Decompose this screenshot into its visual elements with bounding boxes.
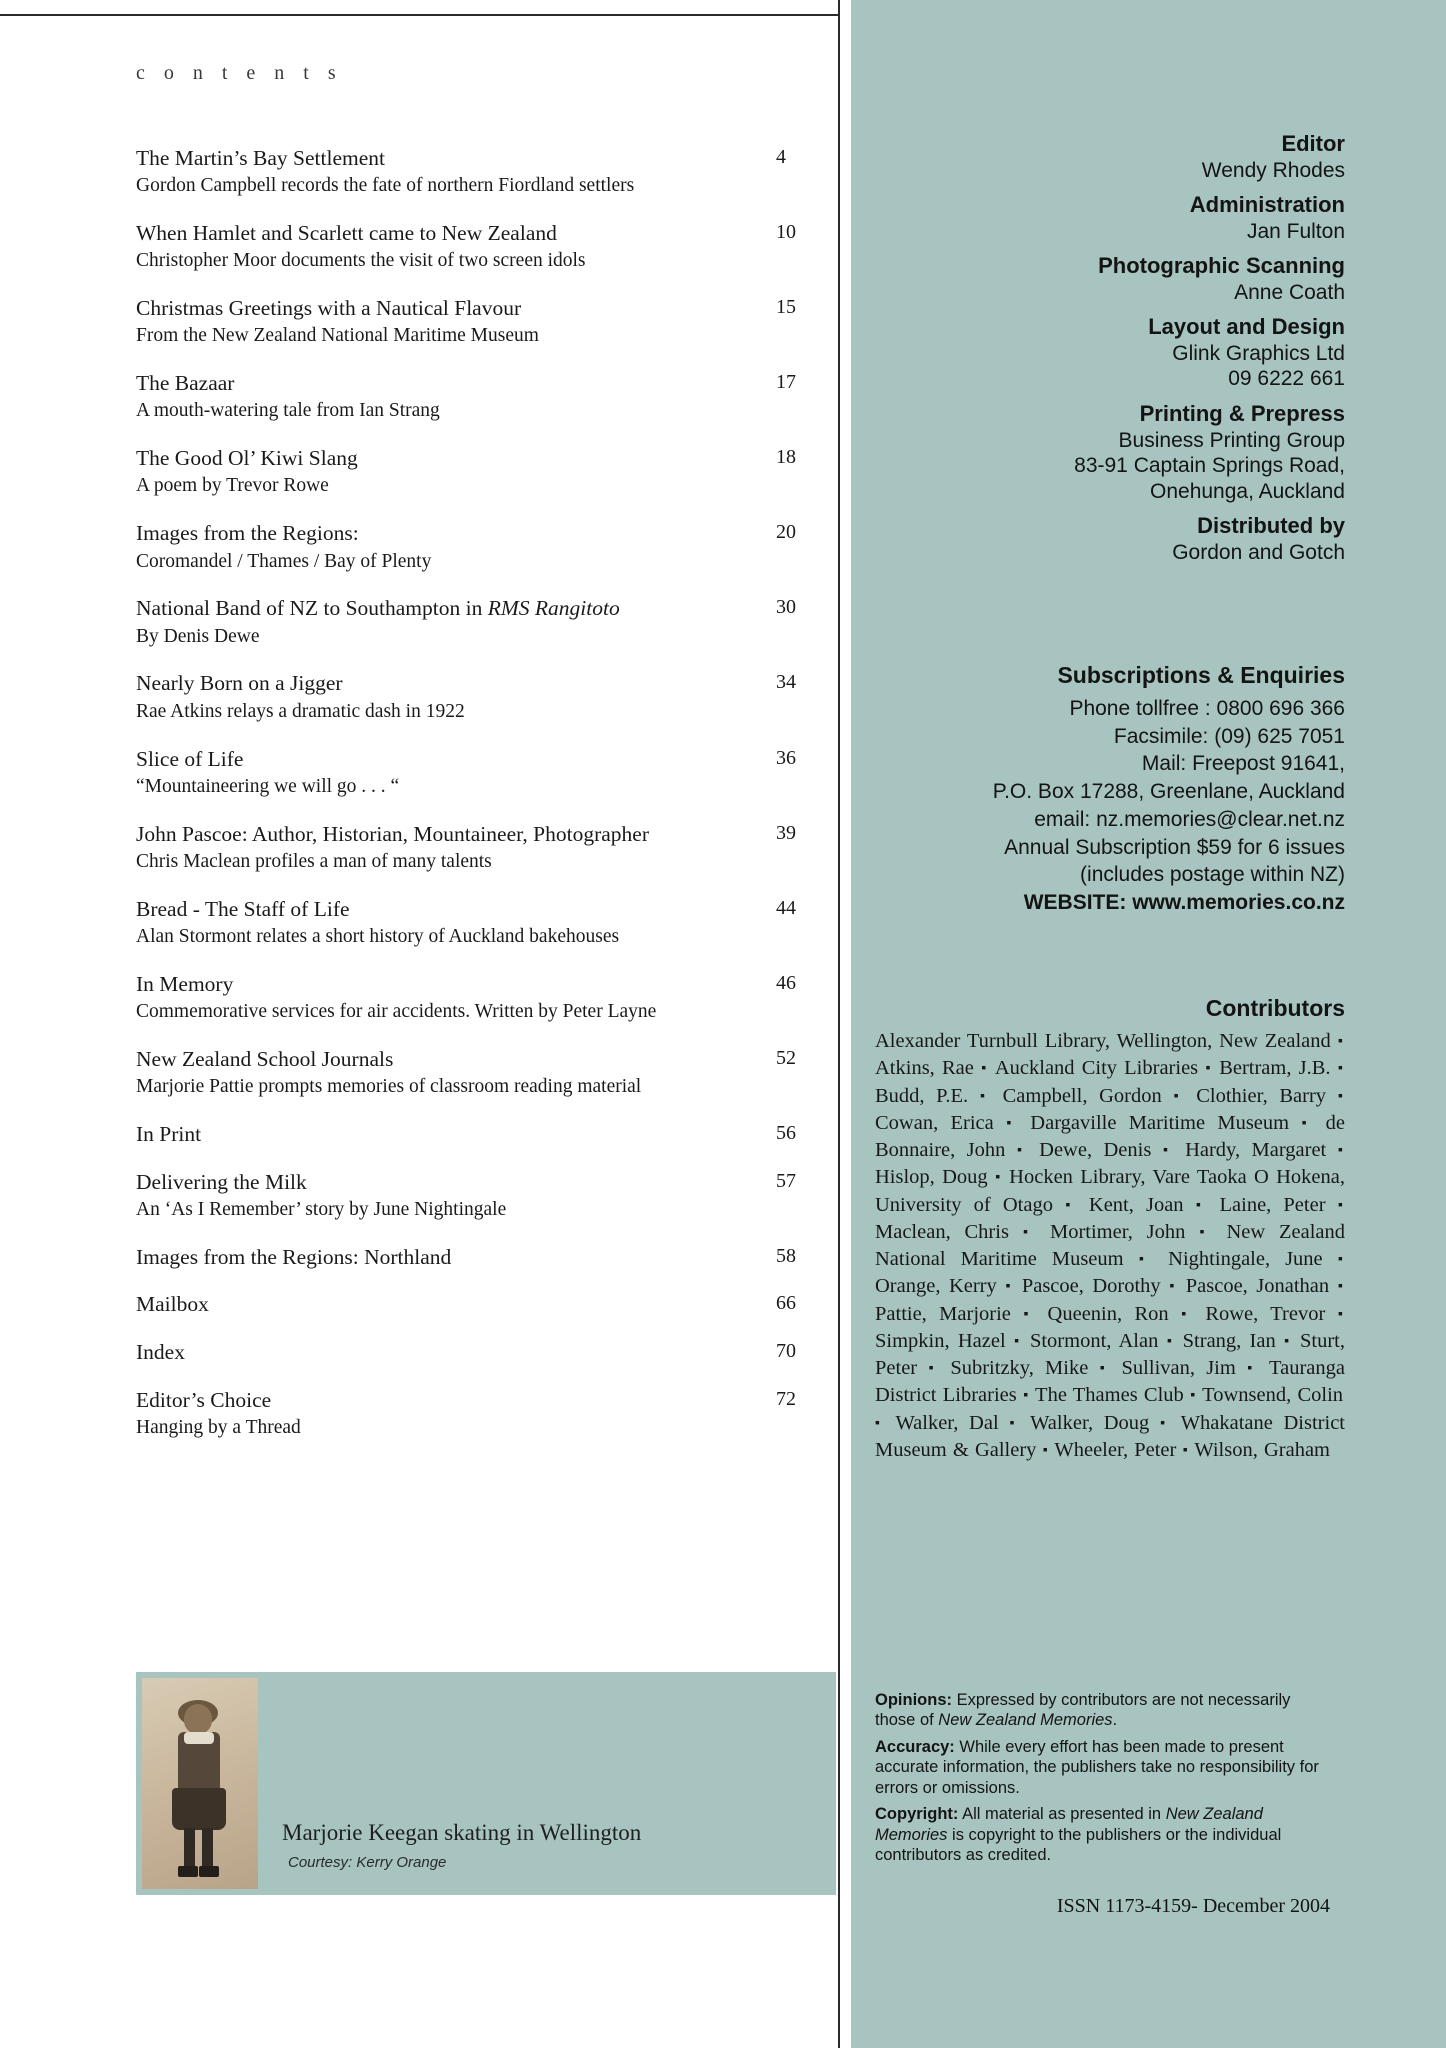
horizontal-divider-rule [0,14,840,16]
toc-entry[interactable] [136,1244,836,1270]
contributor-name: Pattie, Marjorie [875,1302,1011,1325]
toc-entry-title: Christmas Greetings with a Nautical Flavour [136,296,522,321]
contributor-name: Wheeler, Peter [1054,1438,1177,1461]
toc-entry-page-number: 44 [776,896,796,919]
toc-entry-title: The Martin’s Bay Settlement [136,146,385,170]
contributor-name: Wilson, Graham [1194,1438,1330,1461]
toc-entry-subtitle: Hanging by a Thread [136,1416,301,1438]
toc-entry-page-number: 46 [776,971,796,994]
contributor-separator-icon: ▪ [1000,1415,1029,1431]
contributor-name: Hocken Library, Vare Taoka O Hokena, University of Otago [875,1166,1345,1216]
contributor-separator-icon: ▪ [1324,1252,1343,1267]
toc-entry-subtitle: By Denis Dewe [136,625,260,647]
contributor-name: Subritzky, Mike [950,1357,1089,1379]
contributor-name: Nightingale, June [1168,1248,1323,1270]
toc-entry-title: Images from the Regions: Northland [136,1244,452,1269]
notice-copyright [875,1804,1330,1865]
contributor-name: Townsend, Colin [1202,1384,1344,1407]
contributor-separator-icon: ▪ [1277,1333,1298,1349]
contributor-separator-icon: ▪ [1163,1088,1195,1104]
subscription-line: Mail: Freepost 91641, [1141,752,1345,776]
toc-entry-page-number: 70 [776,1340,796,1363]
toc-entry-title: Index [136,1340,185,1365]
notices-block [875,1690,1330,1872]
toc-entry[interactable] [136,1291,836,1317]
figure-right-skate [199,1866,219,1877]
contributor-separator-icon: ▪ [1328,1088,1344,1104]
subscriptions-lines [875,695,1345,889]
toc-entry-subtitle: Alan Stormont relates a short history of Auckland bakehouses [136,925,620,947]
contributor-name: Tauranga District Libraries [875,1357,1345,1407]
notice-opinions-text-1: Expressed by contributors are not necessarily those of [875,1691,1291,1730]
contributor-name: Kent, Joan [1088,1193,1184,1216]
subscription-line: Facsimile: (09) 625 7051 [1113,724,1345,748]
credit-value-line: Wendy Rhodes [1201,158,1345,182]
toc-entry[interactable] [136,1339,836,1365]
toc-entry-page-number: 72 [776,1387,796,1410]
toc-entry-page-number: 36 [776,746,796,769]
subscriptions-heading: Subscriptions & Enquiries [1057,662,1345,688]
toc-entry-title: Editor’s Choice [136,1387,272,1412]
photo-figure [168,1704,230,1879]
toc-entry-title: The Bazaar [136,371,235,396]
toc-entry-page-number: 10 [776,221,796,244]
toc-entry-subtitle: Rae Atkins relays a dramatic dash in 1922 [136,700,465,722]
toc-entry-subtitle: Marjorie Pattie prompts memories of classroom reading material [136,1075,642,1097]
subscription-line: Phone tollfree : 0800 696 366 [1069,697,1345,720]
contributor-name: Atkins, Rae [875,1057,974,1080]
contributor-separator-icon: ▪ [1125,1252,1167,1267]
toc-entry-title: John Pascoe: Author, Historian, Mountaineer, Photographer [136,821,649,846]
contributor-name: Sturt, Peter [875,1329,1345,1379]
notice-opinions-label: Opinions: [875,1691,952,1709]
toc-entry-title: Images from the Regions: [136,521,359,546]
figure-collar [184,1732,214,1744]
credit-role-label: Photographic Scanning [1098,253,1345,279]
contributor-separator-icon: ▪ [1018,1388,1034,1404]
credit-role-label: Printing & Prepress [1139,401,1345,427]
toc-entry[interactable] [136,220,836,274]
contributor-name: Walker, Dal [895,1411,999,1434]
contributor-separator-icon: ▪ [975,1061,993,1077]
figure-left-leg [184,1828,195,1868]
toc-entry-subtitle: Chris Maclean profiles a man of many talents [136,850,492,872]
toc-entry-subtitle: “Mountaineering we will go . . . “ [136,775,400,797]
toc-entry-subtitle: Coromandel / Thames / Bay of Plenty [136,550,432,572]
credit-entry [875,252,1345,305]
contributor-name: Whakatane District Museum & Gallery [875,1411,1345,1461]
notice-opinions-italic: New Zealand Memories [938,1711,1113,1730]
toc-entry-title: National Band of NZ to Southampton in RMS Rangitoto [136,596,620,621]
contributor-name: Orange, Kerry [875,1275,997,1298]
contributor-separator-icon: ▪ [1151,1415,1179,1431]
contributor-separator-icon: ▪ [1185,1197,1218,1213]
contributor-separator-icon: ▪ [1332,1034,1343,1049]
toc-entry-page-number: 66 [776,1292,796,1315]
figure-head [184,1704,212,1734]
toc-entry-subtitle: A poem by Trevor Rowe [136,475,329,497]
contributor-separator-icon: ▪ [1331,1279,1343,1295]
contributor-name: Hardy, Margaret [1185,1139,1327,1161]
toc-entry-page-number: 17 [776,371,796,394]
contributor-separator-icon: ▪ [1162,1279,1184,1295]
credit-value-line: Anne Coath [1234,280,1345,304]
notice-copyright-italic: New Zealand Memories [875,1805,1263,1844]
contributor-separator-icon: ▪ [989,1170,1008,1186]
contributor-name: Hislop, Doug [875,1166,988,1189]
contributor-separator-icon: ▪ [1170,1306,1204,1322]
contributor-separator-icon: ▪ [1200,1061,1218,1077]
toc-entry-page-number: 58 [776,1244,796,1267]
toc-entry-page-number: 57 [776,1169,796,1192]
contributor-separator-icon: ▪ [919,1361,949,1376]
contributor-separator-icon: ▪ [1291,1115,1324,1131]
notice-opinions-text-2: . [1112,1711,1118,1730]
figure-skirt [172,1788,226,1830]
contributor-name: Dargaville Maritime Museum [1030,1111,1290,1134]
toc-entry-page-number: 18 [776,446,796,469]
contributor-separator-icon: ▪ [1332,1061,1344,1077]
toc-entry-title: The Good Ol’ Kiwi Slang [136,446,358,471]
credit-entry [875,130,1345,183]
contributor-separator-icon: ▪ [1012,1306,1046,1322]
contributor-name: The Thames Club [1035,1384,1184,1407]
toc-entry-page-number: 52 [776,1046,796,1069]
contributor-name: Pascoe, Dorothy [1021,1275,1161,1298]
subscriptions-block [875,662,1345,917]
toc-entry[interactable] [136,1121,836,1147]
notice-copyright-text-2: is copyright to the publishers or the individual contributors as credited. [875,1825,1282,1865]
contributor-name: Clothier, Barry [1196,1084,1327,1107]
credit-role-label: Distributed by [1197,513,1345,539]
contributor-separator-icon: ▪ [1007,1143,1038,1158]
contributor-separator-icon: ▪ [1007,1333,1028,1349]
contributor-separator-icon: ▪ [1328,1143,1343,1158]
subscription-line: Annual Subscription $59 for 6 issues [1004,835,1345,859]
table-of-contents [136,145,836,1462]
contributor-name: de Bonnaire, John [875,1111,1345,1161]
credit-role-label: Layout and Design [1148,314,1345,340]
toc-entry[interactable] [136,595,836,649]
contributor-name: Cowan, Erica [875,1111,994,1134]
contributor-separator-icon: ▪ [1160,1333,1181,1349]
toc-entry-page-number: 15 [776,296,796,319]
contributor-separator-icon: ▪ [970,1088,1001,1104]
contributors-heading: Contributors [1205,995,1345,1021]
credit-entry [875,191,1345,244]
toc-entry[interactable] [136,1046,836,1100]
notice-copyright-text-1: All material as presented in [958,1805,1166,1824]
contributor-separator-icon: ▪ [1038,1442,1053,1458]
credit-entry [875,400,1345,504]
toc-entry-title: When Hamlet and Scarlett came to New Zealand [136,221,557,246]
contributors-list [875,1028,1345,1464]
toc-entry-subtitle: A mouth-watering tale from Ian Strang [136,400,440,422]
toc-entry-subtitle: Gordon Campbell records the fate of northern Fiordland settlers [136,175,635,197]
contributor-separator-icon: ▪ [1327,1197,1343,1213]
notice-accuracy [875,1737,1330,1798]
toc-entry[interactable] [136,295,836,349]
notice-copyright-label: Copyright: [875,1805,959,1824]
notice-accuracy-text: While every effort has been made to present accurate information, the publishers take no responsibility for errors or omissions. [875,1737,1319,1797]
toc-entry-subtitle: An ‘As I Remember’ story by June Nightingale [136,1198,507,1220]
toc-entry[interactable] [136,971,836,1025]
toc-entry-title: Slice of Life [136,746,244,771]
credit-value-line: Gordon and Gotch [1172,540,1345,564]
toc-entry-page-number: 30 [776,596,796,619]
credit-value-line: Glink Graphics Ltd [1172,341,1345,365]
toc-entry-subtitle: Christopher Moor documents the visit of two screen idols [136,250,586,272]
credit-value-line: Jan Fulton [1246,219,1345,243]
contributor-name: Maclean, Chris [875,1220,1009,1243]
subscription-line: email: nz.memories@clear.net.nz [1034,807,1345,831]
toc-entry-title: In Memory [136,971,234,996]
contributor-name: Walker, Doug [1030,1411,1150,1434]
toc-entry-page-number: 56 [776,1121,796,1144]
featured-photo-block [136,1672,836,1895]
contributor-name: Sullivan, Jim [1121,1357,1236,1379]
toc-entry-title: Bread - The Staff of Life [136,896,350,921]
contributor-name: Campbell, Gordon [1002,1084,1162,1107]
toc-entry[interactable] [136,746,836,800]
toc-entry-page-number: 34 [776,671,796,694]
photo-caption: Marjorie Keegan skating in Wellington [282,1820,642,1845]
contributor-name: Budd, P.E. [875,1084,969,1107]
toc-entry[interactable] [136,370,836,424]
toc-entry-title: Delivering the Milk [136,1169,307,1194]
subscription-line: (includes postage within NZ) [1080,863,1345,887]
contributor-name: Alexander Turnbull Library, Wellington, New Zealand [875,1030,1331,1052]
toc-entry[interactable] [136,445,836,499]
contributor-separator-icon: ▪ [1090,1361,1120,1376]
credit-value-line: 09 6222 661 [1228,367,1345,391]
toc-entry[interactable] [136,520,836,574]
contributor-name: Mortimer, John [1049,1220,1186,1243]
contributor-separator-icon: ▪ [875,1415,894,1431]
toc-entry-title: In Print [136,1121,202,1146]
website-line[interactable]: WEBSITE: www.memories.co.nz [1023,891,1345,915]
credit-entry [875,512,1345,565]
contributor-separator-icon: ▪ [995,1115,1029,1131]
toc-entry-subtitle: From the New Zealand National Maritime Museum [136,325,539,347]
photo-thumbnail [142,1678,258,1889]
contributor-name: Stormont, Alan [1029,1329,1159,1352]
toc-entry[interactable] [136,145,836,199]
contributor-name: Bertram, J.B. [1219,1057,1331,1080]
contributor-name: Pascoe, Jonathan [1185,1275,1330,1298]
subscription-line: P.O. Box 17288, Greenlane, Auckland [992,780,1345,804]
contributor-name: Queenin, Ron [1047,1302,1169,1325]
toc-entry-page-number: 4 [776,146,786,168]
toc-entry-title: Mailbox [136,1292,209,1317]
contributor-separator-icon: ▪ [998,1279,1020,1295]
notice-opinions [875,1690,1330,1731]
toc-entry[interactable] [136,1387,836,1441]
contributor-separator-icon: ▪ [1178,1442,1193,1458]
toc-entry-title: New Zealand School Journals [136,1046,394,1071]
contributor-separator-icon: ▪ [1185,1388,1201,1404]
contributor-separator-icon: ▪ [1237,1361,1268,1376]
credit-value-line: Business Printing Group [1118,428,1345,452]
credits-list [875,130,1345,573]
credit-value-line: Onehunga, Auckland [1150,479,1345,503]
contributor-name: Auckland City Libraries [994,1057,1199,1080]
figure-left-skate [178,1866,198,1877]
contributor-name: Simpkin, Hazel [875,1329,1006,1352]
contributor-separator-icon: ▪ [1187,1224,1225,1240]
photo-courtesy: Courtesy: Kerry Orange [288,1854,447,1871]
contributor-name: Dewe, Denis [1039,1139,1152,1161]
contributor-name: Strang, Ian [1182,1329,1276,1352]
notice-accuracy-label: Accuracy: [875,1737,955,1756]
credit-value-line: 83-91 Captain Springs Road, [1074,454,1345,478]
issn-line: ISSN 1173-4159- December 2004 [1056,1895,1330,1917]
contributor-name: Rowe, Trevor [1205,1302,1326,1325]
toc-entry-title: Nearly Born on a Jigger [136,671,343,696]
vertical-divider-rule [838,0,840,2048]
contributor-name: Laine, Peter [1219,1193,1326,1216]
figure-right-leg [202,1828,213,1868]
toc-entry[interactable] [136,1169,836,1223]
page-title: c o n t e n t s [136,62,343,84]
toc-entry-page-number: 39 [776,821,796,844]
contributor-separator-icon: ▪ [1153,1143,1184,1158]
contributor-name: New Zealand National Maritime Museum [875,1220,1345,1270]
contributor-separator-icon: ▪ [1010,1224,1048,1240]
toc-entry-subtitle: Commemorative services for air accidents. Written by Peter Layne [136,1000,657,1022]
toc-entry[interactable] [136,896,836,950]
toc-entry-page-number: 20 [776,521,796,544]
contributor-separator-icon: ▪ [1054,1197,1087,1213]
toc-entry[interactable] [136,670,836,724]
credit-role-label: Administration [1189,192,1345,218]
contributor-separator-icon: ▪ [1327,1306,1344,1322]
credit-entry [875,313,1345,392]
credit-role-label: Editor [1281,131,1345,156]
toc-entry[interactable] [136,821,836,875]
